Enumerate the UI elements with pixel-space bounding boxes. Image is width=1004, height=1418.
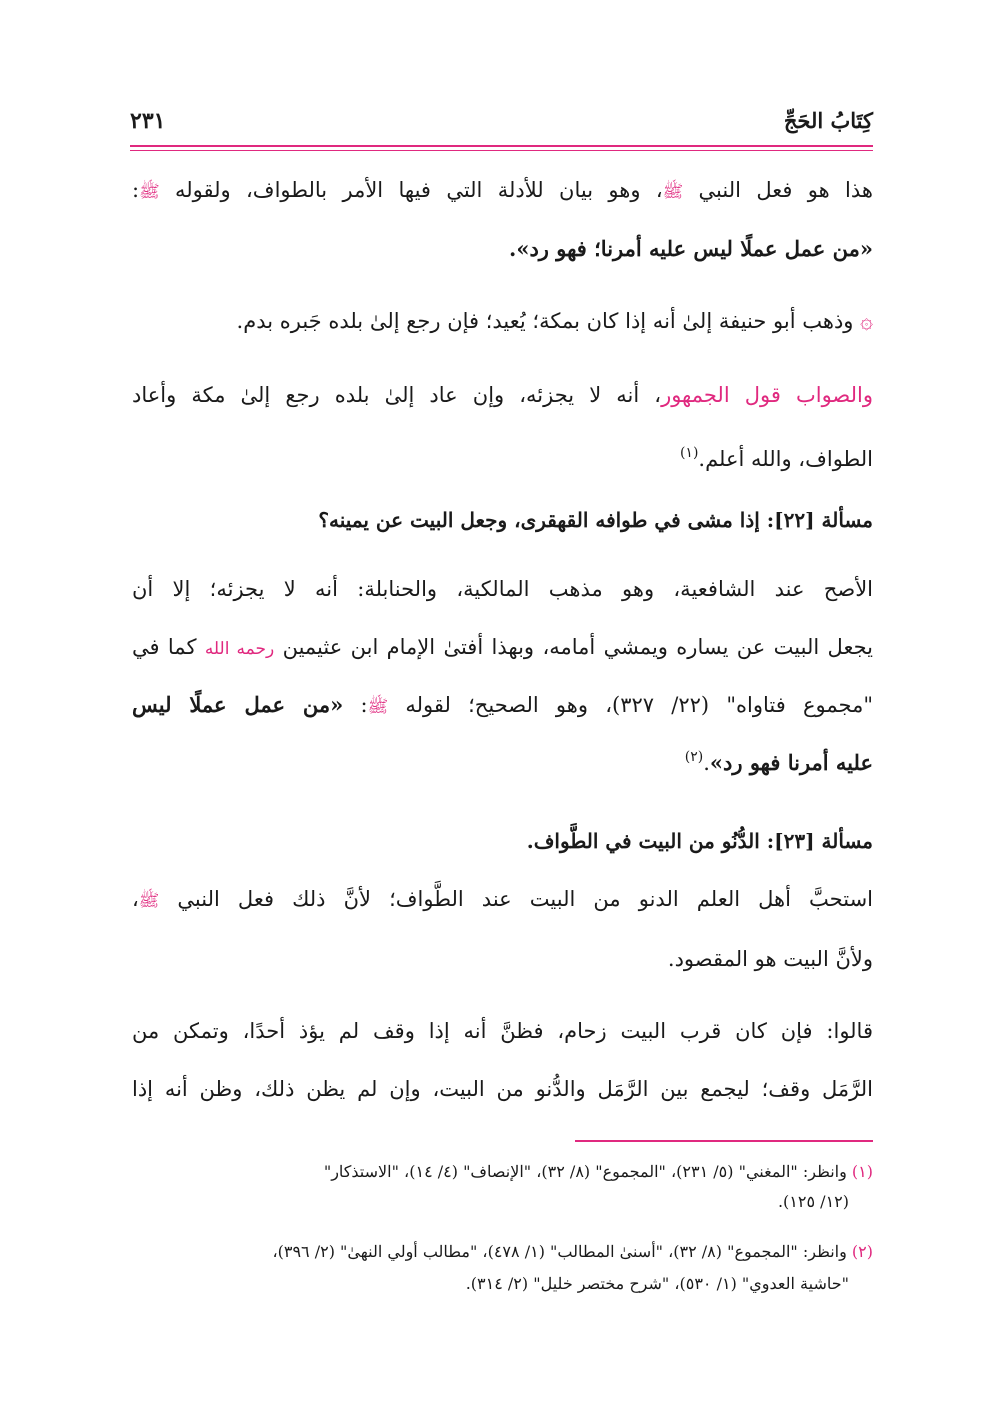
text-span: :	[132, 178, 140, 202]
text-span: استحبَّ أهل العلم الدنو من البيت عند الطَّواف؛ لأنَّ ذلك فعل النبي	[159, 887, 873, 911]
salawat-glyph: ﷺ	[367, 697, 389, 717]
paragraph-line: الرَّمَل وقف؛ ليجمع بين الرَّمَل والدُّنو من البيت، وإن لم يظن ذلك، وظن أنه إذا	[132, 1077, 873, 1101]
text-span: كما في	[132, 635, 205, 659]
footnote-number: (٢)	[851, 1242, 873, 1261]
paragraph-line	[132, 632, 873, 664]
text-span: ، وهو بيان للأدلة التي فيها الأمر بالطواف، ولقوله	[159, 178, 663, 202]
flower-ornament-icon: ۞	[860, 309, 873, 334]
footnote-text: وانظر: "المغني" (٥/ ٢٣١)، "المجموع" (٨/ ٣٢)، "الإنصاف" (٤/ ١٤)، "الاستذكار"	[323, 1162, 852, 1181]
footnote-2	[132, 1240, 873, 1264]
footnote-1-continued: (١٢/ ١٢٥).	[777, 1192, 849, 1211]
footnote-number: (١)	[851, 1162, 873, 1181]
text-span: الطواف، والله أعلم.	[698, 447, 873, 471]
hadith-quote: عليه أمرنا فهو رد»	[709, 750, 873, 775]
paragraph-line	[132, 380, 873, 410]
rahimahullah-glyph: رحمه الله	[204, 639, 275, 659]
text-span: :	[343, 693, 368, 717]
salawat-glyph: ﷺ	[662, 182, 684, 202]
paragraph-line	[132, 444, 873, 477]
header-rule-thin	[130, 150, 873, 151]
text-span: "مجموع فتاواه" (٢٢/ ٣٢٧)، وهو الصحيح؛ لقوله	[388, 693, 873, 717]
header-rule-thick	[130, 145, 873, 147]
highlighted-phrase: والصواب قول الجمهور	[661, 383, 873, 407]
text-span: هذا هو فعل النبي	[683, 178, 873, 202]
text-span: .	[703, 751, 710, 775]
salawat-glyph: ﷺ	[139, 182, 160, 202]
paragraph-line	[132, 884, 873, 916]
footnote-2-continued: "حاشية العدوي" (١/ ٥٣٠)، "شرح مختصر خليل" (٢/ ٣١٤).	[465, 1274, 849, 1293]
hadith-quote: «من عمل عملًا ليس	[132, 692, 344, 717]
text-span: وذهب أبو حنيفة إلىٰ أنه إذا كان بمكة؛ يُعيد؛ فإن رجع إلىٰ بلده جَبره بدم.	[236, 309, 861, 333]
paragraph-line	[132, 748, 873, 781]
text-span: ،	[132, 887, 139, 911]
footnote-reference: (١)	[679, 445, 699, 461]
footnote-1	[132, 1160, 873, 1184]
paragraph-line: قالوا: فإن كان قرب البيت زحام، فظنَّ أنه إذا وقف لم يؤذ أحدًا، وتمكن من	[132, 1019, 873, 1043]
masala-label: مسألة [٢٣]:	[766, 829, 873, 853]
paragraph-line	[132, 690, 873, 722]
text-span: يجعل البيت عن يساره ويمشي أمامه، وبهذا أفتىٰ الإمام ابن عثيمين	[274, 635, 873, 659]
footnote-reference: (٢)	[684, 749, 704, 765]
masala-heading	[132, 826, 873, 856]
paragraph-line: ولأنَّ البيت هو المقصود.	[667, 947, 873, 971]
page-number: ٢٣١	[130, 108, 166, 134]
text-span: ، أنه لا يجزئه، وإن عاد إلىٰ بلده رجع إلىٰ مكة وأعاد	[132, 383, 662, 407]
paragraph-line	[132, 175, 873, 207]
running-title: كِتَابُ الحَجِّ	[783, 108, 873, 133]
salawat-glyph: ﷺ	[138, 891, 160, 911]
footnote-text: وانظر: "المجموع" (٨/ ٣٢)، "أسنىٰ المطالب" (١/ ٤٧٨)، "مطالب أولي النهىٰ" (٢/ ٣٩٦)،	[272, 1242, 852, 1261]
page-header	[130, 108, 873, 144]
paragraph-line: الأصح عند الشافعية، وهو مذهب المالكية، والحنابلة: أنه لا يجزئه؛ إلا أن	[132, 577, 873, 601]
footnote-separator	[575, 1140, 873, 1142]
paragraph-line	[132, 306, 873, 337]
masala-label: مسألة [٢٢]:	[766, 508, 873, 532]
masala-title: الدُّنُو من البيت في الطَّواف.	[526, 829, 767, 853]
hadith-quote: «من عمل عملًا ليس عليه أمرنا؛ فهو رد».	[509, 236, 873, 261]
masala-heading	[132, 505, 873, 535]
masala-title: إذا مشى في طوافه القهقرى، وجعل البيت عن يمينه؟	[318, 508, 767, 532]
